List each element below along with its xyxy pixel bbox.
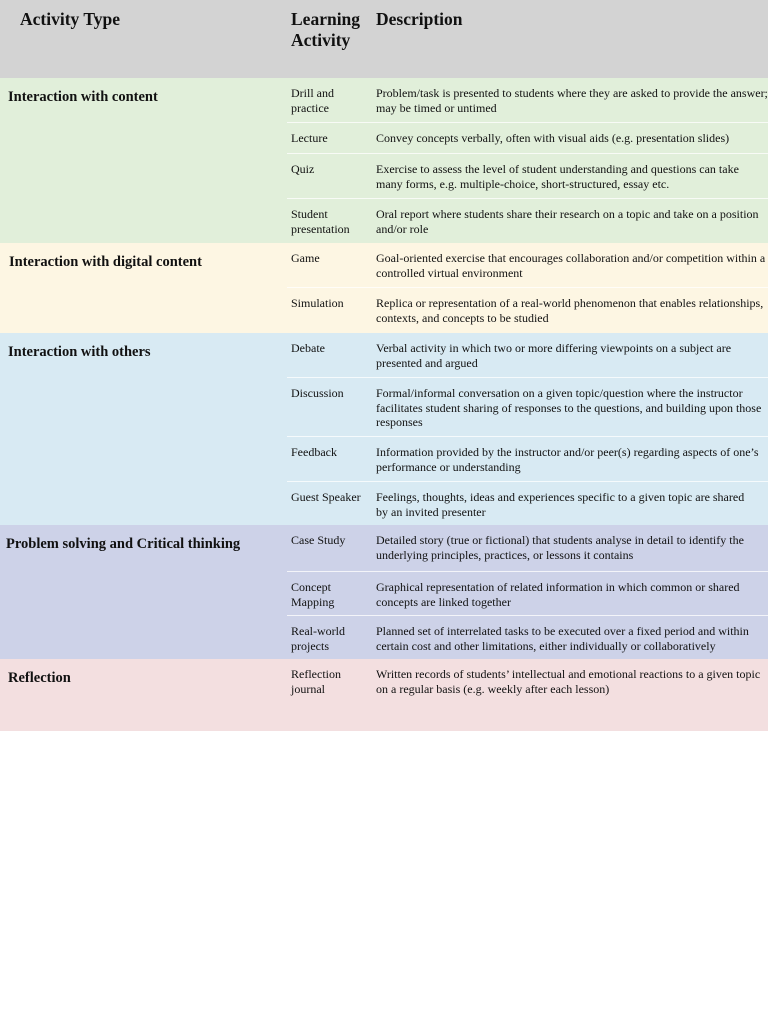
description-cell: Written records of students’ intellectual and emotional reactions to a given topic on a regular basis (e.g. weekly after each lesson) [376, 667, 761, 696]
description-cell: Problem/task is presented to students where they are asked to provide the answer; may be timed or untimed [376, 86, 768, 115]
learning-activity-cell: Student presentation [291, 207, 350, 236]
learning-activity-cell: Feedback [291, 445, 337, 459]
learning-activity-cell: Drill and practice [291, 86, 334, 115]
activity-type-label: Interaction with others [8, 344, 151, 360]
description-cell: Replica or representation of a real-world phenomenon that enables relationships, contexts, and concepts to be studied [376, 296, 764, 325]
activity-type-label: Problem solving and Critical thinking [6, 536, 241, 552]
description-cell: Goal-oriented exercise that encourages collaboration and/or competition within a controlled virtual environment [376, 251, 766, 280]
activity-type-label: Interaction with content [8, 89, 158, 105]
table-row [287, 571, 768, 616]
table-row [287, 659, 768, 731]
description-cell: Verbal activity in which two or more differing viewpoints on a subject are presented and argued [376, 341, 732, 370]
description-cell: Formal/informal conversation on a given topic/question where the instructor facilitates student sharing of responses to the questions, and building upon those responses [376, 386, 762, 429]
group-interaction-with-others [0, 333, 768, 525]
activity-type-label: Reflection [8, 670, 71, 686]
table-row [287, 481, 768, 526]
table-row [287, 122, 768, 154]
description-cell: Oral report where students share their research on a topic and take on a position and/or role [376, 207, 759, 236]
table-row [287, 333, 768, 377]
learning-activity-cell: Simulation [291, 296, 344, 310]
description-cell: Detailed story (true or fictional) that students analyse in detail to identify the underlying principles, practices, or lessons it contains [376, 533, 744, 562]
learning-activity-cell: Guest Speaker [291, 490, 361, 504]
group-reflection [0, 659, 768, 731]
group-problem-solving [0, 525, 768, 659]
learning-activity-cell: Case Study [291, 533, 346, 547]
description-cell: Feelings, thoughts, ideas and experiences specific to a given topic are shared by an invited presenter [376, 490, 745, 519]
table-header [0, 0, 768, 78]
header-learning-activity: Learning Activity [291, 9, 361, 50]
learning-activity-cell: Reflection journal [291, 667, 341, 696]
group-interaction-with-content [0, 78, 768, 243]
description-cell: Planned set of interrelated tasks to be executed over a fixed period and within certain cost and other limitations, either individually or collaboratively [376, 624, 749, 653]
table-row [287, 436, 768, 482]
learning-activity-cell: Debate [291, 341, 325, 355]
header-description: Description [376, 9, 463, 29]
table-row [287, 287, 768, 334]
activity-type-label: Interaction with digital content [9, 254, 202, 270]
table-row [287, 615, 768, 660]
description-cell: Exercise to assess the level of student understanding and questions can take many forms, e.g. multiple-choice, short-structured, essay etc. [376, 162, 739, 191]
description-cell: Information provided by the instructor and/or peer(s) regarding aspects of one’s performance or understanding [376, 445, 759, 474]
header-activity-type: Activity Type [20, 9, 120, 29]
description-cell: Graphical representation of related information in which common or shared concepts are linked together [376, 580, 740, 609]
table-row [287, 153, 768, 199]
learning-activity-cell: Game [291, 251, 320, 265]
table-row [287, 377, 768, 437]
group-interaction-with-digital-content [0, 243, 768, 333]
table-row [287, 78, 768, 122]
table-row [287, 243, 768, 287]
description-cell: Convey concepts verbally, often with visual aids (e.g. presentation slides) [376, 131, 730, 145]
table-row [287, 198, 768, 244]
learning-activity-cell: Discussion [291, 386, 344, 400]
learning-activity-cell: Real-world projects [291, 624, 345, 653]
learning-activity-cell: Lecture [291, 131, 328, 145]
learning-activity-cell: Concept Mapping [291, 580, 335, 609]
learning-activity-cell: Quiz [291, 162, 315, 176]
table-row [287, 525, 768, 571]
